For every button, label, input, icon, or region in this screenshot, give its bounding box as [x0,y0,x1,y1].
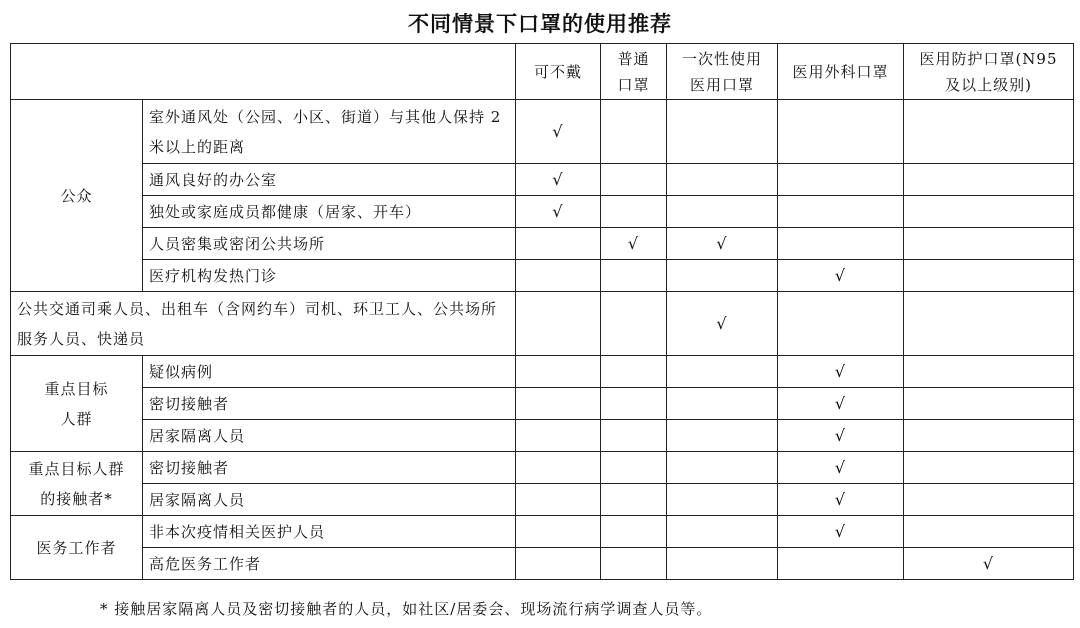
mark-cell [778,164,904,196]
scene-cell: 非本次疫情相关医护人员 [143,516,516,548]
mark-cell [516,292,601,356]
header-disposable-mask-line1: 一次性使用 [681,49,762,68]
mark-cell [516,516,601,548]
mark-cell [601,388,667,420]
mark-cell [601,228,667,260]
table-row [11,164,1074,196]
mark-cell [904,388,1074,420]
mark-cell [778,196,904,228]
group-public: 公众 [11,100,143,292]
mark-cell [516,548,601,580]
mark-cell [667,164,778,196]
check-mark-icon: √ [834,393,847,413]
scene-cell: 独处或家庭成员都健康（居家、开车） [143,196,516,228]
check-mark-icon: √ [834,489,847,509]
group-key-target-line2: 人群 [60,409,93,428]
scene-cell: 居家隔离人员 [143,484,516,516]
mark-cell [601,356,667,388]
page-title: 不同情景下口罩的使用推荐 [408,12,672,36]
mark-cell [904,228,1074,260]
table-row [11,452,1074,484]
mark-cell [778,548,904,580]
mark-cell [904,356,1074,388]
header-n95-mask-line2: 及以上级别) [945,75,1032,94]
mark-cell [667,516,778,548]
header-surgical-mask: 医用外科口罩 [778,44,904,100]
mark-cell [778,292,904,356]
mark-cell [516,260,601,292]
mark-cell [601,484,667,516]
mark-cell [601,164,667,196]
group-key-contacts-line1: 重点目标人群 [28,459,125,478]
header-blank [11,44,516,100]
footnote: * 接触居家隔离人员及密切接触者的人员，如社区/居委会、现场流行病学调查人员等。 [100,600,713,618]
mark-cell [778,356,904,388]
scene-cell: 通风良好的办公室 [143,164,516,196]
group-transport: 公共交通司乘人员、出租车（含网约车）司机、环卫工人、公共场所服务人员、快递员 [11,292,516,356]
header-row [11,44,1074,100]
scene-cell: 高危医务工作者 [143,548,516,580]
mark-cell [667,452,778,484]
group-key-target-line1: 重点目标 [44,379,109,398]
mark-cell [516,164,601,196]
mark-cell [667,484,778,516]
mark-cell [778,452,904,484]
mark-cell [667,196,778,228]
mark-cell [904,548,1074,580]
table-row [11,196,1074,228]
mark-cell [516,100,601,164]
mark-cell [601,292,667,356]
group-key-target [11,356,143,452]
table-row [11,100,1074,164]
header-n95-mask [904,44,1074,100]
mark-cell [904,100,1074,164]
mark-cell [601,452,667,484]
check-mark-icon: √ [716,233,728,253]
check-mark-icon: √ [834,425,847,445]
mark-cell [904,292,1074,356]
check-mark-icon: √ [834,361,847,381]
mark-cell [778,484,904,516]
scene-cell: 密切接触者 [143,388,516,420]
mark-cell [667,420,778,452]
mark-cell [601,516,667,548]
mark-cell [601,420,667,452]
mark-cell [516,356,601,388]
mark-cell [778,516,904,548]
mark-cell [778,420,904,452]
scene-cell: 居家隔离人员 [143,420,516,452]
mark-cell [904,452,1074,484]
mark-cell [904,164,1074,196]
check-mark-icon: √ [982,553,995,573]
mark-cell [904,260,1074,292]
mark-cell [667,100,778,164]
table-row [11,484,1074,516]
header-disposable-mask [667,44,778,100]
table-row [11,548,1074,580]
mark-cell [516,196,601,228]
mark-cell [904,420,1074,452]
table-row [11,228,1074,260]
check-mark-icon: √ [834,457,847,477]
mark-cell [904,484,1074,516]
check-mark-icon: √ [834,521,847,541]
check-mark-icon: √ [552,169,564,189]
mark-cell [516,388,601,420]
scene-cell: 人员密集或密闭公共场所 [143,228,516,260]
check-mark-icon: √ [834,265,847,285]
table-row [11,292,1074,356]
header-disposable-mask-line2: 医用口罩 [689,75,754,94]
mark-cell [601,196,667,228]
mark-cell [667,292,778,356]
mark-cell [778,228,904,260]
mark-cell [601,100,667,164]
mark-cell [778,260,904,292]
scene-cell: 室外通风处（公园、小区、街道）与其他人保持 2 米以上的距离 [143,100,516,164]
mark-cell [516,420,601,452]
mark-cell [667,228,778,260]
mark-cell [904,516,1074,548]
table-row [11,388,1074,420]
check-mark-icon: √ [627,233,640,253]
check-mark-icon: √ [552,201,564,221]
group-medical: 医务工作者 [11,516,143,580]
mask-recommendation-table [10,43,1074,580]
mark-cell [904,196,1074,228]
mark-cell [601,548,667,580]
mark-cell [667,356,778,388]
header-ordinary-mask [601,44,667,100]
mark-cell [667,260,778,292]
mark-cell [601,260,667,292]
scene-cell: 密切接触者 [143,452,516,484]
mark-cell [778,388,904,420]
mark-cell [667,388,778,420]
header-no-mask: 可不戴 [516,44,601,100]
header-ordinary-mask-line2: 口罩 [617,75,650,94]
group-key-contacts-line2: 的接触者* [40,489,113,508]
check-mark-icon: √ [716,313,728,333]
mark-cell [516,452,601,484]
table-row [11,420,1074,452]
check-mark-icon: √ [552,121,564,141]
mark-cell [516,484,601,516]
scene-cell: 疑似病例 [143,356,516,388]
table-row [11,516,1074,548]
table-row [11,260,1074,292]
group-key-contacts [11,452,143,516]
mark-cell [516,228,601,260]
mark-cell [667,548,778,580]
mark-cell [778,100,904,164]
scene-cell: 医疗机构发热门诊 [143,260,516,292]
header-ordinary-mask-line1: 普通 [617,49,650,68]
header-n95-mask-line1: 医用防护口罩(N95 [919,49,1058,68]
table-row [11,356,1074,388]
